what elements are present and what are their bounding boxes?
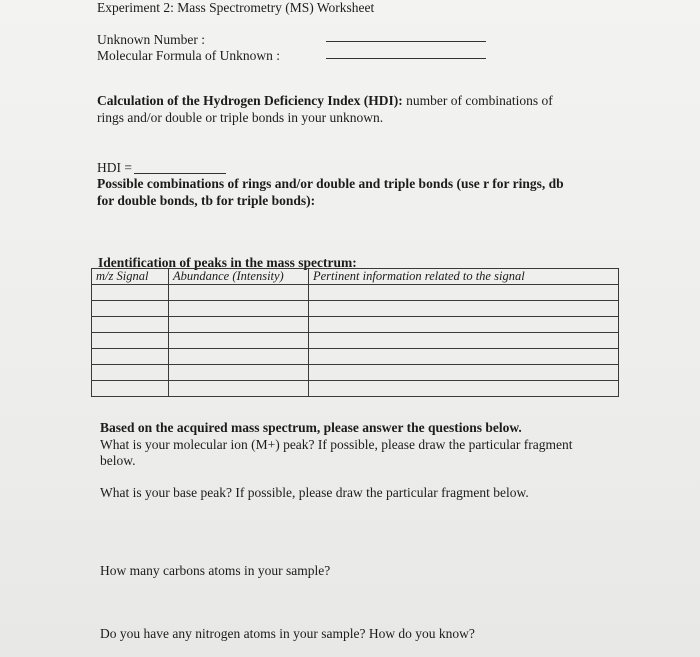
table-row	[92, 333, 619, 349]
hdi-description: number of combinations of	[402, 93, 553, 108]
hdi-heading: Calculation of the Hydrogen Deficiency Index (HDI):	[97, 93, 403, 108]
table-cell[interactable]	[92, 285, 169, 301]
table-row	[92, 317, 619, 333]
table-cell[interactable]	[309, 349, 619, 365]
table-row	[92, 365, 619, 381]
table-cell[interactable]	[309, 317, 619, 333]
table-cell[interactable]	[169, 349, 309, 365]
table-row	[92, 285, 619, 301]
unknown-number-blank[interactable]	[326, 41, 486, 42]
hdi-label: HDI =	[97, 160, 132, 175]
table-cell[interactable]	[309, 285, 619, 301]
table-cell[interactable]	[169, 285, 309, 301]
table-cell[interactable]	[92, 317, 169, 333]
table-cell[interactable]	[309, 365, 619, 381]
table-cell[interactable]	[92, 365, 169, 381]
table-cell[interactable]	[309, 301, 619, 317]
table-cell[interactable]	[92, 349, 169, 365]
hdi-answer-blank[interactable]	[134, 173, 226, 174]
table-cell[interactable]	[169, 381, 309, 397]
table-cell[interactable]	[169, 301, 309, 317]
worksheet-title: Experiment 2: Mass Spectrometry (MS) Worksheet	[97, 0, 375, 15]
table-cell[interactable]	[169, 317, 309, 333]
hdi-section-line2: rings and/or double or triple bonds in your unknown.	[97, 110, 384, 125]
table-cell[interactable]	[309, 381, 619, 397]
questions-intro: Based on the acquired mass spectrum, please answer the questions below.	[100, 420, 522, 435]
peaks-table	[91, 268, 619, 397]
question-molecular-ion-line2: below.	[100, 453, 136, 468]
table-cell[interactable]	[92, 301, 169, 317]
question-nitrogen-atoms: Do you have any nitrogen atoms in your sample? How do you know?	[100, 626, 475, 641]
question-molecular-ion-line1: What is your molecular ion (M+) peak? If possible, please draw the particular fragment	[100, 437, 573, 452]
table-cell[interactable]	[309, 333, 619, 349]
peaks-heading: Identification of peaks in the mass spectrum:	[98, 255, 357, 270]
combinations-line2: for double bonds, tb for triple bonds):	[97, 193, 316, 208]
table-row	[92, 301, 619, 317]
table-row	[92, 381, 619, 397]
question-carbon-atoms: How many carbons atoms in your sample?	[100, 563, 331, 578]
question-base-peak: What is your base peak? If possible, please draw the particular fragment below.	[100, 485, 529, 500]
column-header-abundance: Abundance (Intensity)	[169, 269, 309, 285]
table-row	[92, 349, 619, 365]
column-header-mz-signal: m/z Signal	[92, 269, 169, 285]
molecular-formula-blank[interactable]	[326, 58, 486, 59]
hdi-section-line1	[97, 93, 553, 109]
table-cell[interactable]	[169, 333, 309, 349]
table-cell[interactable]	[169, 365, 309, 381]
molecular-formula-label: Molecular Formula of Unknown :	[97, 48, 280, 63]
column-header-pertinent-info: Pertinent information related to the signal	[309, 269, 619, 285]
table-cell[interactable]	[92, 381, 169, 397]
combinations-line1: Possible combinations of rings and/or double and triple bonds (use r for rings, db	[97, 176, 564, 191]
unknown-number-label: Unknown Number :	[97, 32, 205, 47]
table-cell[interactable]	[92, 333, 169, 349]
table-header-row	[92, 269, 619, 285]
